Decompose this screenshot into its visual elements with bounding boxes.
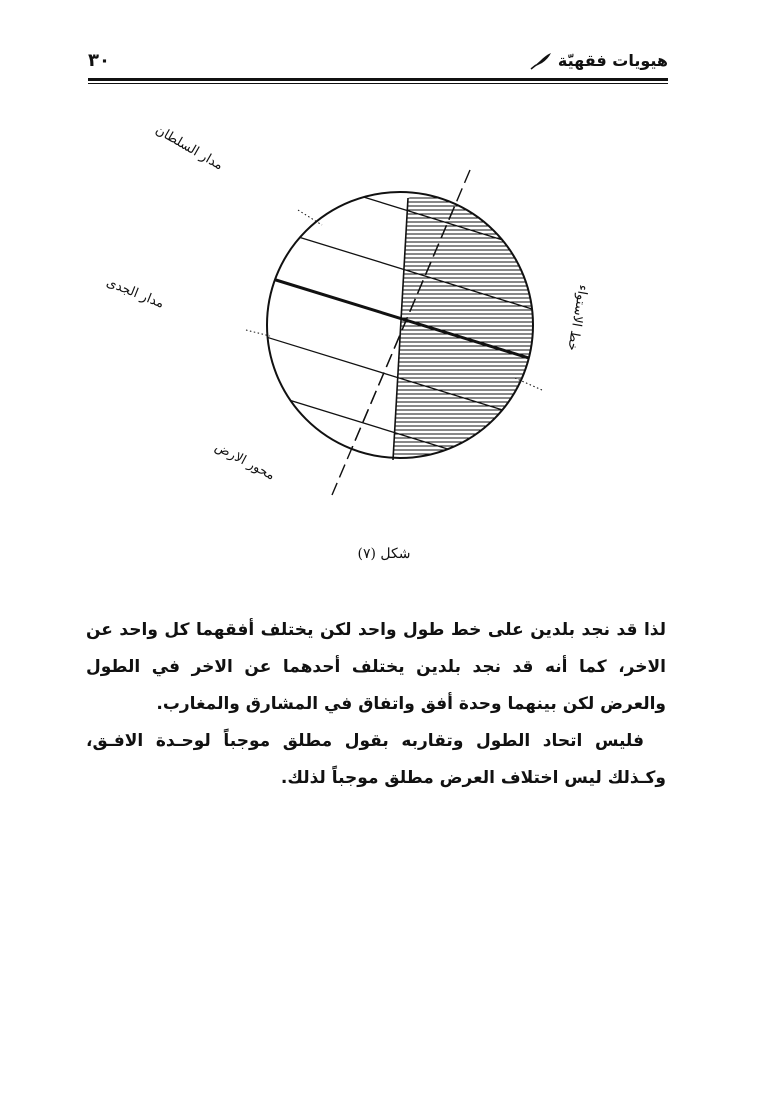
figure-caption: شكل (٧) — [357, 546, 411, 562]
book-title-group — [530, 48, 668, 74]
terminator-line — [393, 198, 408, 460]
tropic-cancer-label: مدار السلطان — [152, 122, 226, 174]
page-number: ٣٠ — [88, 50, 110, 71]
body-text — [86, 612, 666, 797]
tropic-capricorn-label: مدار الجدى — [104, 275, 167, 312]
header-rule-thin — [88, 83, 668, 84]
header-rule — [88, 78, 668, 81]
page-header — [88, 48, 668, 74]
tropic-cancer-leader — [298, 210, 322, 225]
earth-axis-label: محور الارض — [212, 439, 278, 484]
paragraph-1: لذا قد نجد بلدين على خط طول واحد لكن يختلف أفقهما كل واحد عن الاخر، كما أنه قد نجد بلدين يختلف أحدهما عن الاخر في الطول والعرض لكن بينهما وحدة أفق واتفاق في المشارق والمغارب. — [86, 620, 666, 714]
earth-horizon-diagram — [104, 122, 600, 550]
book-title: هيويات فقهيّة — [557, 51, 668, 70]
equator-label: خط الاستواء — [564, 283, 591, 352]
paragraph-2: فليس اتحاد الطول وتقاربه بقول مطلق موجباً لوحـدة الافـق، وكـذلك ليس اختلاف العرض مطلق موجباً لذلك. — [86, 731, 666, 788]
quill-pen-icon — [530, 52, 552, 70]
